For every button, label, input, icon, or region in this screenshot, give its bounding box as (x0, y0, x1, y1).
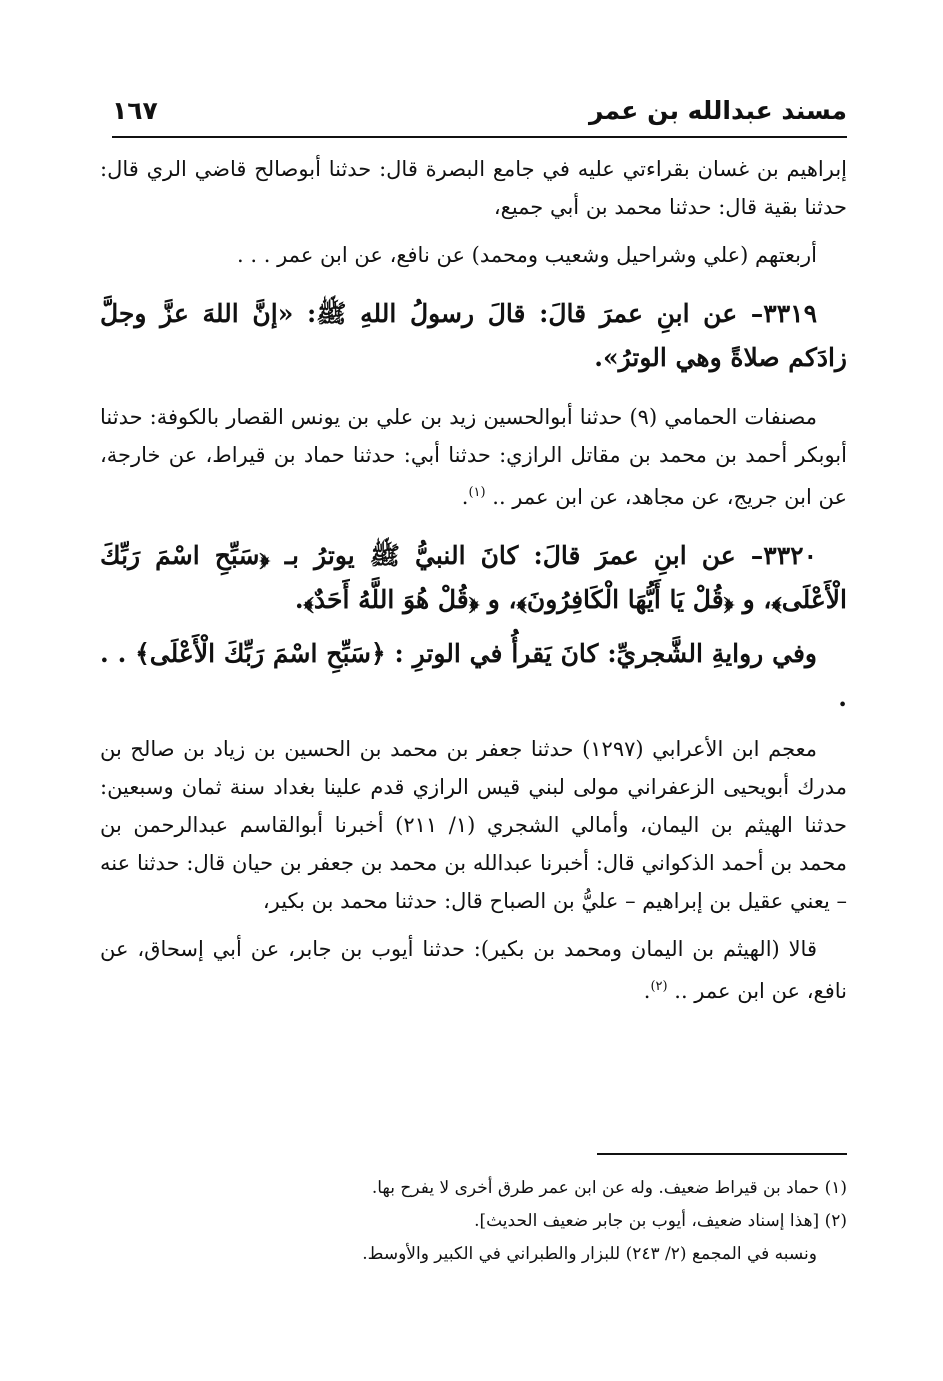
chain-paragraph-3 (100, 398, 847, 516)
chain-paragraph-5-end: . (643, 979, 651, 1003)
header-title: مسند عبدالله بن عمر (589, 96, 847, 125)
footnote-divider (597, 1153, 847, 1155)
footnote-2-continuation: ونسبه في المجمع (٢/ ٢٤٣) للبزار والطبراني في الكبير والأوسط. (362, 1244, 817, 1264)
chain-paragraph-1: إبراهيم بن غسان بقراءتي عليه في جامع البصرة قال: حدثنا أبوصالح قاضي الري قال: حدثنا بقية قال: حدثنا محمد بن أبي جميع، (100, 157, 847, 219)
footnote-ref-2[interactable]: (٢) (650, 979, 668, 994)
chain-paragraph-2: أربعتهم (علي وشراحيل وشعيب ومحمد) عن نافع، عن ابن عمر . . . (237, 243, 817, 267)
footnote-1: (١) حماد بن قيراط ضعيف. وله عن ابن عمر طرق أخرى لا يفرح بها. (371, 1178, 847, 1198)
hadith-3320: ٣٣٢٠– عن ابنِ عمرَ قالَ: كانَ النبيُّ ﷺ يوترُ بـ ﴿سَبِّحِ اسْمَ رَبِّكَ الْأَعْلَى﴾، و ﴿قُلْ يَا أَيُّهَا الْكَافِرُونَ﴾، و ﴿قُلْ هُوَ اللَّهُ أَحَدٌ﴾. (100, 541, 847, 614)
footnote-2: (٢) [هذا إسناد ضعيف، أيوب بن جابر ضعيف الحديث]. (474, 1211, 847, 1231)
page-number: ١٦٧ (112, 96, 158, 125)
hadith-3320-variant: وفي روايةِ الشَّجريِّ: كانَ يَقرأُ في الوترِ : ﴿سَبِّحِ اسْمَ رَبِّكَ الْأَعْلَى﴾ . . . (100, 639, 847, 712)
chain-paragraph-3-text: مصنفات الحمامي (٩) حدثنا أبوالحسين زيد بن علي بن يونس القصار بالكوفة: حدثنا أبوبكر أحمد بن محمد بن مقاتل الرازي: حدثنا أبي: حدثنا حماد بن قيراط، عن خارجة، عن ابن جريج، عن مجاهد، عن ابن عمر .. (100, 405, 847, 509)
running-header (112, 92, 847, 138)
chain-paragraph-5 (100, 930, 847, 1010)
hadith-3319: ٣٣١٩– عن ابنِ عمرَ قالَ: قالَ رسولُ اللهِ ﷺ: «إنَّ اللهَ عزَّ وجلَّ زادَكم صلاةً وهي الوترُ». (100, 299, 847, 372)
chain-paragraph-4: معجم ابن الأعرابي (١٢٩٧) حدثنا جعفر بن محمد بن الحسين بن زياد بن صالح بن مدرك أبويحيى الزعفراني مولى لبني قيس الرازي قدم علينا بغداد سنة ثمان وسبعين: حدثنا الهيثم بن اليمان، وأمالي الشجري (١/ ٢١١) أخبرنا أبوالقاسم عبدالرحمن بن محمد بن أحمد الذكواني قال: أخبرنا عبدالله بن محمد بن جعفر بن حيان قال: حدثنا عنه – يعني عقيل بن إبراهيم – عليُّ بن الصباح قال: حدثنا محمد بن بكير، (100, 737, 847, 913)
footnotes (100, 1172, 847, 1271)
footnote-ref-1[interactable]: (١) (468, 485, 486, 500)
chain-paragraph-5-text: قالا (الهيثم بن اليمان ومحمد بن بكير): حدثنا أيوب بن جابر، عن أبي إسحاق، عن نافع، عن ابن عمر .. (100, 937, 847, 1003)
main-text (100, 150, 847, 1010)
chain-paragraph-3-end: . (461, 485, 469, 509)
